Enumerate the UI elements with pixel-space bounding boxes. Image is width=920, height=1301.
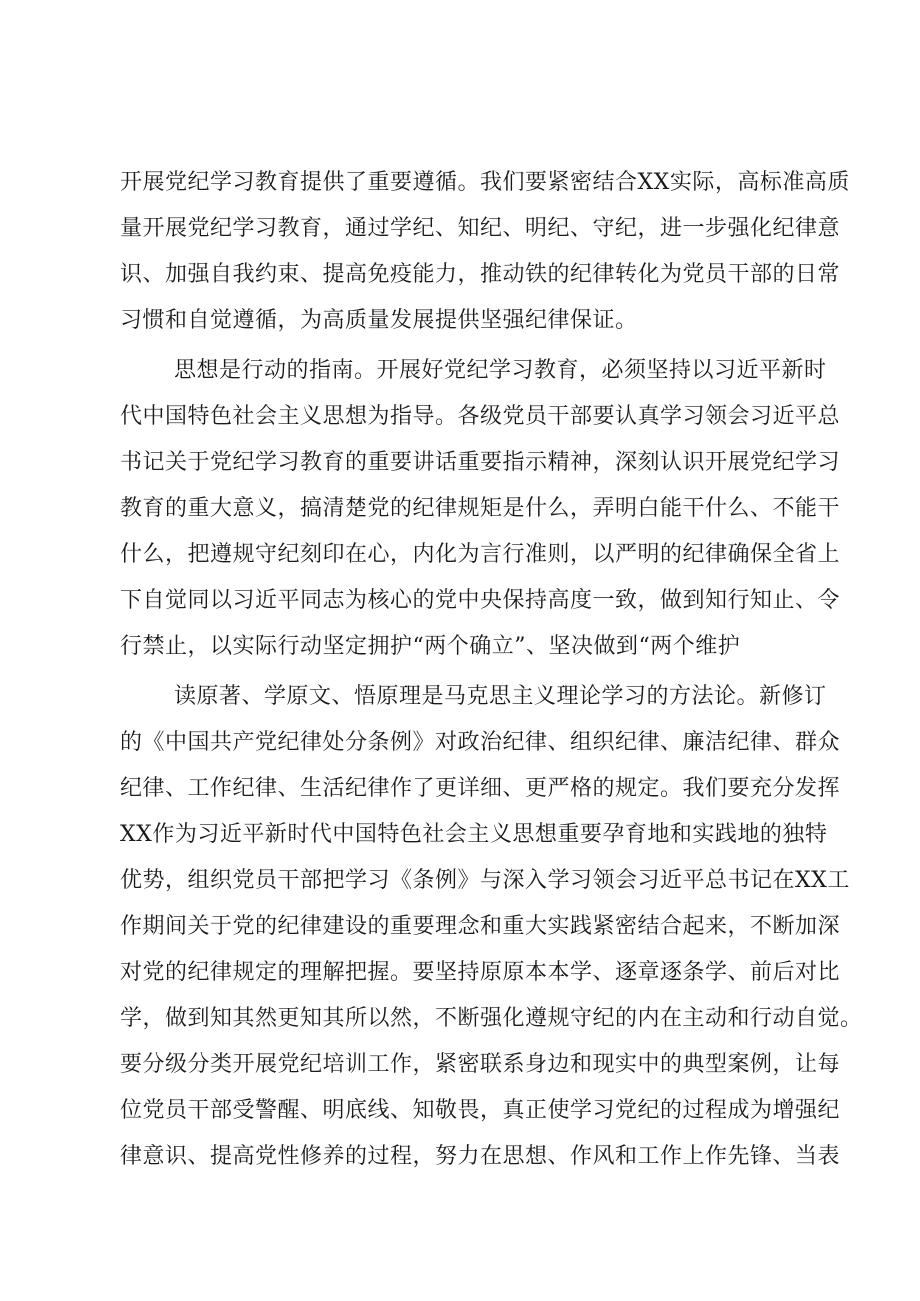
text-line: 代中国特色社会主义思想为指导。各级党员干部要认真学习领会习近平总 [120, 404, 841, 429]
document-body [120, 160, 863, 1180]
text-line: 纪律、工作纪律、生活纪律作了更详细、更严格的规定。我们要充分发挥 [120, 776, 841, 801]
text-line: 要分级分类开展党纪培训工作，紧密联系身边和现实中的典型案例，让每 [120, 1052, 841, 1077]
paragraph-3 [120, 674, 863, 1180]
paragraph-1 [120, 160, 850, 344]
text-line: 读原著、学原文、悟原理是马克思主义理论学习的方法论。新修订 [174, 684, 827, 709]
text-line: 下自觉同以习近平同志为核心的党中央保持高度一致，做到知行知止、令 [120, 588, 841, 613]
text-line: 什么，把遵规守纪刻印在心，内化为言行准则，以严明的纪律确保全省上 [120, 542, 841, 567]
paragraph-2 [120, 348, 841, 670]
text-line: 作期间关于党的纪律建设的重要理念和重大实践紧密结合起来，不断加深 [120, 914, 841, 939]
text-line: 学，做到知其然更知其所以然，不断强化遵规守纪的内在主动和行动自觉。 [120, 1006, 863, 1031]
text-line: 位党员干部受警醒、明底线、知敬畏，真正使学习党纪的过程成为增强纪 [120, 1098, 841, 1123]
text-line: 书记关于党纪学习教育的重要讲话重要指示精神，深刻认识开展党纪学习 [120, 450, 841, 475]
text-line: XX作为习近平新时代中国特色社会主义思想重要孕育地和实践地的独特 [120, 822, 828, 847]
text-line: 的《中国共产党纪律处分条例》对政治纪律、组织纪律、廉洁纪律、群众 [120, 730, 841, 755]
text-line: 开展党纪学习教育提供了重要遵循。我们要紧密结合XX实际，高标准高质 [120, 170, 850, 195]
text-line: 教育的重大意义，搞清楚党的纪律规矩是什么，弄明白能干什么、不能干 [120, 496, 841, 521]
text-line: 思想是行动的指南。开展好党纪学习教育，必须坚持以习近平新时 [174, 358, 827, 383]
text-line: 习惯和自觉遵循，为高质量发展提供坚强纪律保证。 [120, 308, 638, 333]
text-line: 对党的纪律规定的理解把握。要坚持原原本本学、逐章逐条学、前后对比 [120, 960, 841, 985]
text-line: 律意识、提高党性修养的过程，努力在思想、作风和工作上作先锋、当表 [120, 1144, 841, 1169]
text-line: 优势，组织党员干部把学习《条例》与深入学习领会习近平总书记在XX工 [120, 868, 850, 893]
text-line: 量开展党纪学习教育，通过学纪、知纪、明纪、守纪，进一步强化纪律意 [120, 216, 841, 241]
text-line: 行禁止，以实际行动坚定拥护“两个确立”、坚决做到“两个维护 [120, 634, 741, 659]
text-line: 识、加强自我约束、提高免疫能力，推动铁的纪律转化为党员干部的日常 [120, 262, 841, 287]
